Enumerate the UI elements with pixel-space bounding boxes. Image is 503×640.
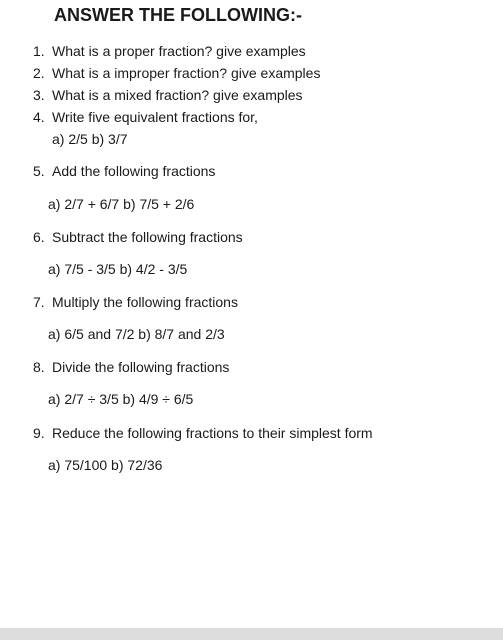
question-number: 5.: [33, 163, 45, 179]
question-number: 3.: [33, 87, 45, 103]
question-5-parts: a) 2/7 + 6/7 b) 7/5 + 2/6: [48, 196, 195, 212]
question-6-parts: a) 7/5 - 3/5 b) 4/2 - 3/5: [48, 261, 188, 277]
question-number: 2.: [33, 65, 45, 81]
question-number: 9.: [33, 425, 45, 441]
question-3: [33, 87, 303, 103]
question-text: Reduce the following fractions to their simplest form: [52, 425, 373, 441]
question-text: Write five equivalent fractions for,: [52, 109, 258, 125]
question-7: [33, 294, 238, 310]
question-1: [33, 43, 306, 59]
question-7-parts: a) 6/5 and 7/2 b) 8/7 and 2/3: [48, 326, 225, 342]
question-number: 7.: [33, 294, 45, 310]
question-text: Add the following fractions: [52, 163, 216, 179]
question-8-parts: a) 2/7 ÷ 3/5 b) 4/9 ÷ 6/5: [48, 391, 194, 407]
question-4-parts: a) 2/5 b) 3/7: [52, 131, 128, 147]
question-number: 6.: [33, 229, 45, 245]
question-9-parts: a) 75/100 b) 72/36: [48, 457, 163, 473]
question-text: Multiply the following fractions: [52, 294, 238, 310]
question-text: What is a improper fraction? give examples: [52, 65, 321, 81]
question-6: [33, 229, 243, 245]
question-8: [33, 359, 229, 375]
question-5: [33, 163, 215, 179]
question-4: [33, 109, 258, 125]
question-number: 4.: [33, 109, 45, 125]
question-number: 1.: [33, 43, 45, 59]
question-text: Subtract the following fractions: [52, 229, 243, 245]
question-9: [33, 425, 373, 441]
question-number: 8.: [33, 359, 45, 375]
question-2: [33, 65, 320, 81]
page-title: ANSWER THE FOLLOWING:-: [54, 5, 302, 25]
question-text: What is a mixed fraction? give examples: [52, 87, 303, 103]
page-bottom-edge: [0, 628, 503, 640]
question-text: What is a proper fraction? give examples: [52, 43, 306, 59]
question-text: Divide the following fractions: [52, 359, 230, 375]
